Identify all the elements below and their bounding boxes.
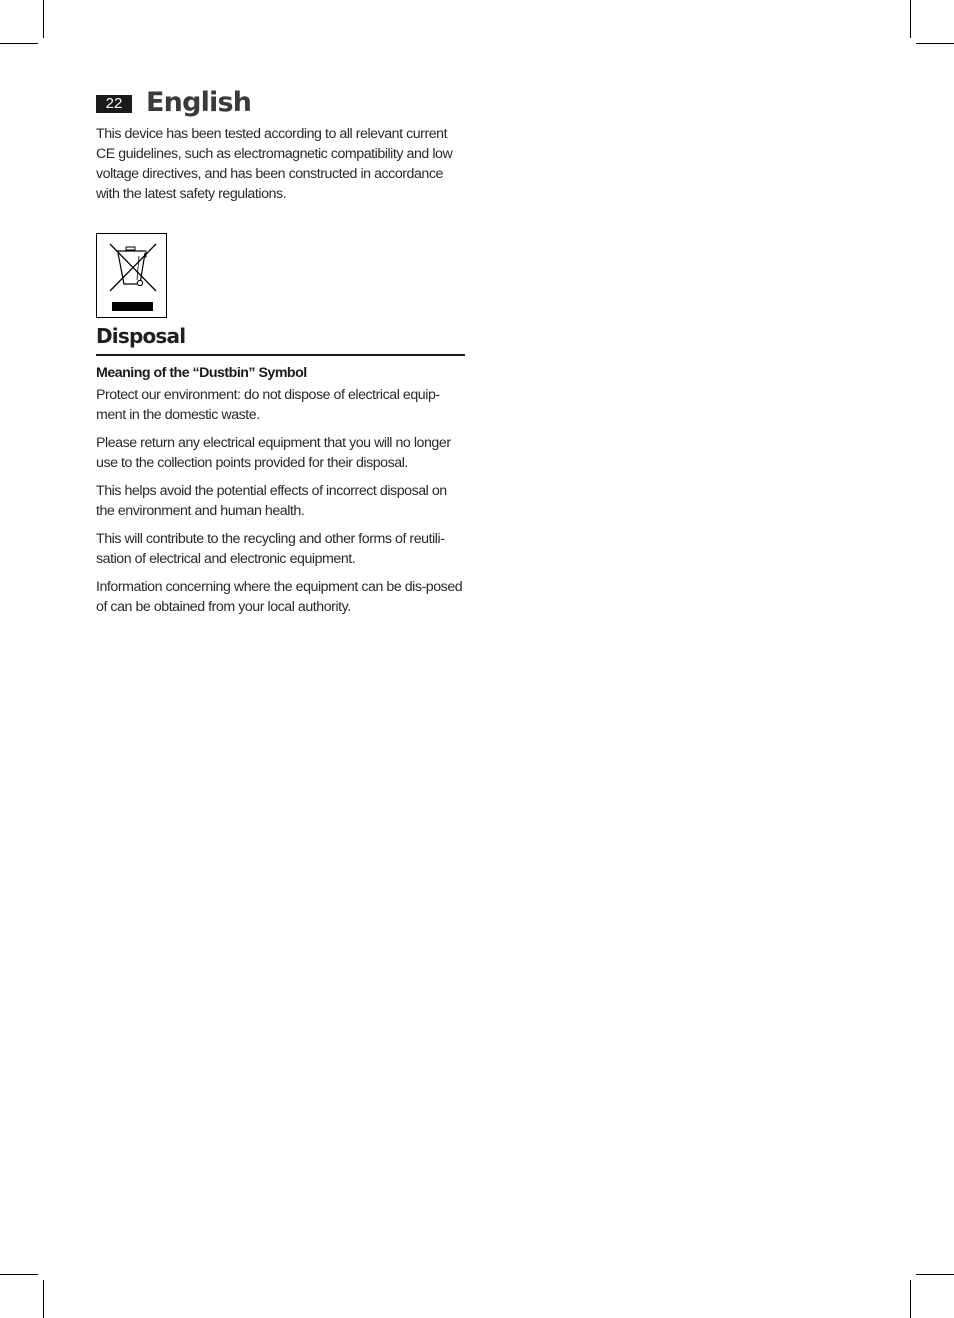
crop-mark-bottom-right-v	[910, 1280, 911, 1318]
disposal-paragraph: This helps avoid the potential effects of incorrect disposal on the environment and human health.	[96, 483, 447, 519]
crop-mark-bottom-left-v	[43, 1280, 44, 1318]
intro-paragraph: This device has been tested according to all relevant current CE guidelines, such as electromagnetic compatibility and low voltage directives, and has been constructed in accordance with the latest safety regulations.	[96, 126, 453, 202]
section-divider	[96, 354, 465, 356]
disposal-paragraphs	[96, 386, 468, 626]
crop-mark-top-left-v	[43, 0, 44, 38]
crop-mark-top-right-h	[916, 43, 954, 44]
disposal-paragraph: Information concerning where the equipment can be dis-posed of can be obtained from your local authority.	[96, 579, 463, 615]
disposal-paragraph: Please return any electrical equipment that you will no longer use to the collection points provided for their disposal.	[96, 435, 451, 471]
crop-mark-top-right-v	[910, 0, 911, 38]
crop-mark-bottom-right-h	[916, 1274, 954, 1275]
crossed-out-wheelie-bin-icon	[96, 233, 167, 318]
disposal-paragraph: This will contribute to the recycling and other forms of reutili-sation of electrical and electronic equipment.	[96, 531, 445, 567]
disposal-paragraph: Protect our environment: do not dispose of electrical equip-ment in the domestic waste.	[96, 387, 440, 423]
crop-mark-bottom-left-h	[0, 1274, 38, 1275]
page-number: 22	[96, 95, 132, 113]
page-header	[96, 86, 251, 120]
section-title-disposal: Disposal	[96, 324, 186, 348]
language-title: English	[146, 87, 252, 118]
crop-mark-top-left-h	[0, 43, 38, 44]
subsection-title: Meaning of the “Dustbin” Symbol	[96, 365, 307, 381]
